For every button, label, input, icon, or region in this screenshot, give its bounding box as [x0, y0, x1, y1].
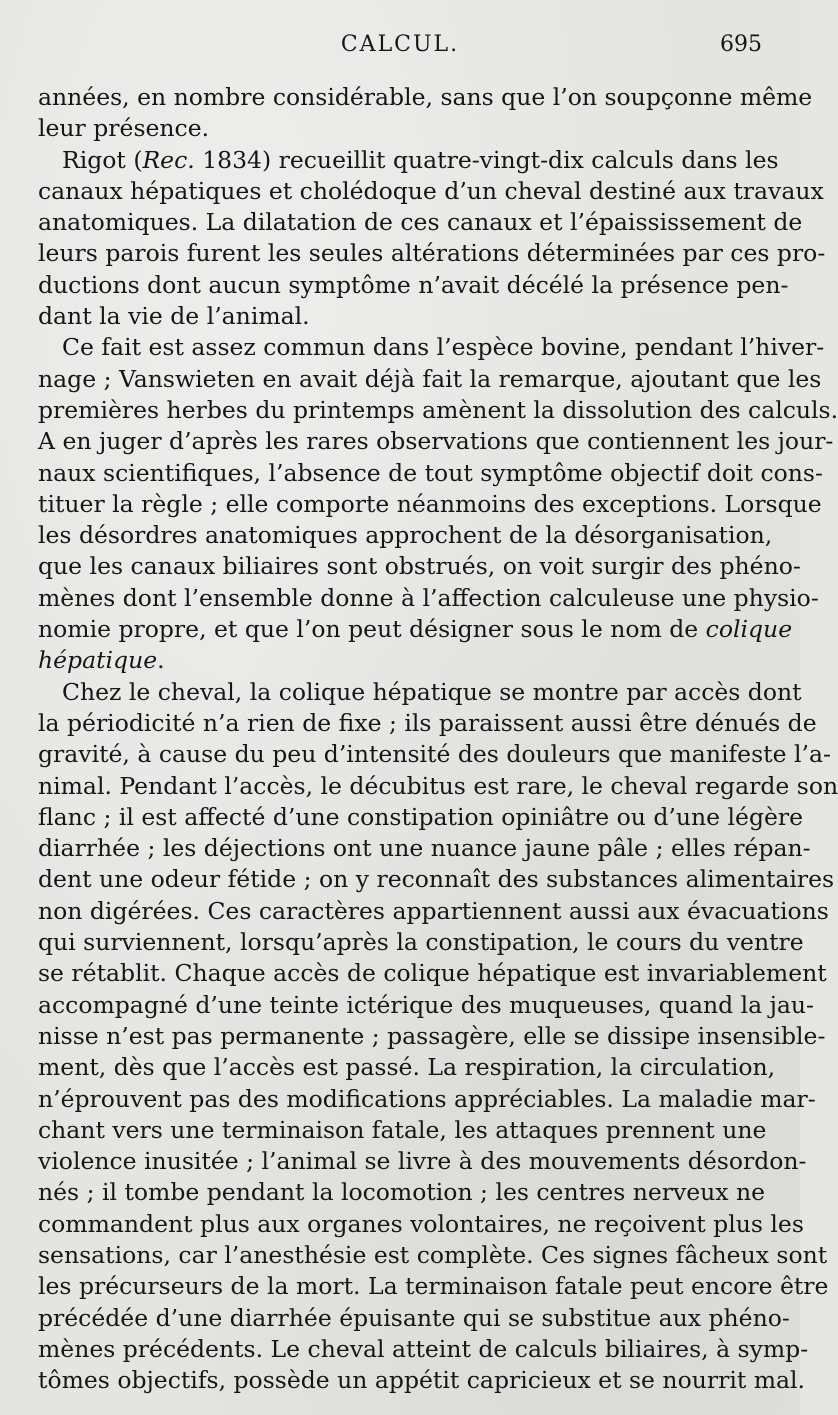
- line-text: mènes précédents. Le cheval atteint de calculs biliaires, à symp-: [38, 1334, 809, 1363]
- text-line: [38, 176, 824, 207]
- line-text: que les canaux biliaires sont obstrués, on voit surgir des phéno-: [38, 552, 801, 581]
- text-line: [38, 1084, 816, 1115]
- line-text: se rétablit. Chaque accès de colique hépatique est invariablement: [38, 959, 827, 988]
- text-line: [38, 301, 762, 332]
- text-line: [38, 332, 825, 363]
- line-text: canaux hépatiques et cholédoque d’un cheval destiné aux travaux: [38, 176, 824, 205]
- text-line: [38, 958, 827, 989]
- text-line: [38, 1146, 807, 1177]
- line-text: 1834) recueillit quatre-vingt-dix calculs dans les: [194, 145, 779, 174]
- text-line: [38, 645, 762, 676]
- text-line: [38, 1115, 767, 1146]
- page-number: 695: [720, 32, 762, 57]
- text-line: [38, 990, 814, 1021]
- line-text: violence inusitée ; l’animal se livre à des mouvements désordon-: [38, 1147, 807, 1176]
- text-line: [38, 708, 817, 739]
- line-text: Rigot (: [62, 145, 143, 174]
- line-text: ductions dont aucun symptôme n’avait décélé la présence pen-: [38, 270, 789, 299]
- line-text: les précurseurs de la mort. La terminaison fatale peut encore être: [38, 1272, 829, 1301]
- text-line: [38, 364, 822, 395]
- text-line: [38, 1052, 776, 1083]
- line-text: nimal. Pendant l’accès, le décubitus est rare, le cheval regarde son: [38, 771, 838, 800]
- line-text: la périodicité n’a rien de fixe ; ils paraissent aussi être dénués de: [38, 708, 817, 737]
- line-text: dent une odeur fétide ; on y reconnaît des substances alimentaires: [38, 865, 835, 894]
- text-line: [38, 458, 823, 489]
- italic-text: hépatique: [38, 646, 158, 675]
- text-line: [38, 1209, 804, 1240]
- line-text: n’éprouvent pas des modifications appréciables. La maladie mar-: [38, 1084, 816, 1113]
- line-text: anatomiques. La dilatation de ces canaux et l’épaississement de: [38, 208, 803, 237]
- line-text: Chez le cheval, la colique hépatique se montre par accès dont: [62, 677, 802, 706]
- line-text: nés ; il tombe pendant la locomotion ; les centres nerveux ne: [38, 1178, 766, 1207]
- text-line: [38, 270, 789, 301]
- line-text: précédée d’une diarrhée épuisante qui se substitue aux phéno-: [38, 1303, 790, 1332]
- text-line: [38, 771, 838, 802]
- text-line: [38, 739, 831, 770]
- line-text: non digérées. Ces caractères appartiennent aussi aux évacuations: [38, 896, 829, 925]
- text-line: [38, 1240, 828, 1271]
- text-line: [38, 896, 829, 927]
- text-line: [38, 113, 762, 144]
- line-text: chant vers une terminaison fatale, les attaques prennent une: [38, 1115, 767, 1144]
- running-header: [38, 32, 762, 62]
- line-text: leur présence.: [38, 114, 210, 143]
- line-text: nisse n’est pas permanente ; passagère, elle se dissipe insensible-: [38, 1021, 826, 1050]
- line-text: mènes dont l’ensemble donne à l’affection calculeuse une physio-: [38, 583, 819, 612]
- line-text: A en juger d’après les rares observations que contiennent les jour-: [38, 427, 834, 456]
- line-text: leurs parois furent les seules altérations déterminées par ces pro-: [38, 239, 826, 268]
- text-line: [38, 520, 773, 551]
- text-line: [38, 1334, 809, 1365]
- running-title: CALCUL.: [340, 32, 460, 57]
- text-line: [38, 207, 803, 238]
- line-text: tituer la règle ; elle comporte néanmoins des exceptions. Lorsque: [38, 489, 822, 518]
- text-line: [38, 1303, 790, 1334]
- line-text: ment, dès que l’accès est passé. La respiration, la circulation,: [38, 1053, 776, 1082]
- line-text: gravité, à cause du peu d’intensité des douleurs que manifeste l’a-: [38, 740, 831, 769]
- text-line: [38, 614, 793, 645]
- line-text: tômes objectifs, possède un appétit capricieux et se nourrit mal.: [38, 1366, 806, 1395]
- line-text: dant la vie de l’animal.: [38, 302, 310, 331]
- text-line: [38, 1365, 806, 1396]
- text-line: [38, 426, 834, 457]
- line-text: naux scientifiques, l’absence de tout symptôme objectif doit cons-: [38, 458, 823, 487]
- line-text: années, en nombre considérable, sans que l’on soupçonne même: [38, 83, 813, 111]
- line-text: qui surviennent, lorsqu’après la constipation, le cours du ventre: [38, 928, 804, 957]
- text-line: [38, 145, 779, 176]
- text-line: [38, 833, 811, 864]
- line-text: nage ; Vanswieten en avait déjà fait la remarque, ajoutant que les: [38, 364, 822, 393]
- text-line: [38, 802, 804, 833]
- text-line: [38, 1021, 826, 1052]
- line-text: sensations, car l’anesthésie est complète. Ces signes fâcheux sont: [38, 1240, 828, 1269]
- line-text: les désordres anatomiques approchent de la désorganisation,: [38, 521, 773, 550]
- body-text: [38, 82, 838, 1396]
- text-line: [38, 677, 802, 708]
- line-text: premières herbes du printemps amènent la dissolution des calculs.: [38, 395, 838, 424]
- line-text: flanc ; il est affecté d’une constipation opiniâtre ou d’une légère: [38, 802, 804, 831]
- text-line: [38, 583, 819, 614]
- text-line: [38, 1177, 766, 1208]
- text-line: [38, 238, 826, 269]
- text-line: [38, 82, 813, 113]
- italic-text: colique: [705, 615, 793, 644]
- line-text: commandent plus aux organes volontaires, ne reçoivent plus les: [38, 1209, 804, 1238]
- line-text: diarrhée ; les déjections ont une nuance jaune pâle ; elles répan-: [38, 834, 811, 863]
- text-line: [38, 927, 804, 958]
- text-line: [38, 1271, 829, 1302]
- italic-text: Rec.: [142, 145, 195, 174]
- text-line: [38, 489, 822, 520]
- text-line: [38, 395, 838, 426]
- text-line: [38, 864, 835, 895]
- line-text: Ce fait est assez commun dans l’espèce bovine, pendant l’hiver-: [62, 333, 825, 362]
- line-text: nomie propre, et que l’on peut désigner sous le nom de: [38, 615, 706, 644]
- line-text: accompagné d’une teinte ictérique des muqueuses, quand la jau-: [38, 990, 814, 1019]
- text-line: [38, 551, 801, 582]
- line-text: .: [157, 646, 165, 675]
